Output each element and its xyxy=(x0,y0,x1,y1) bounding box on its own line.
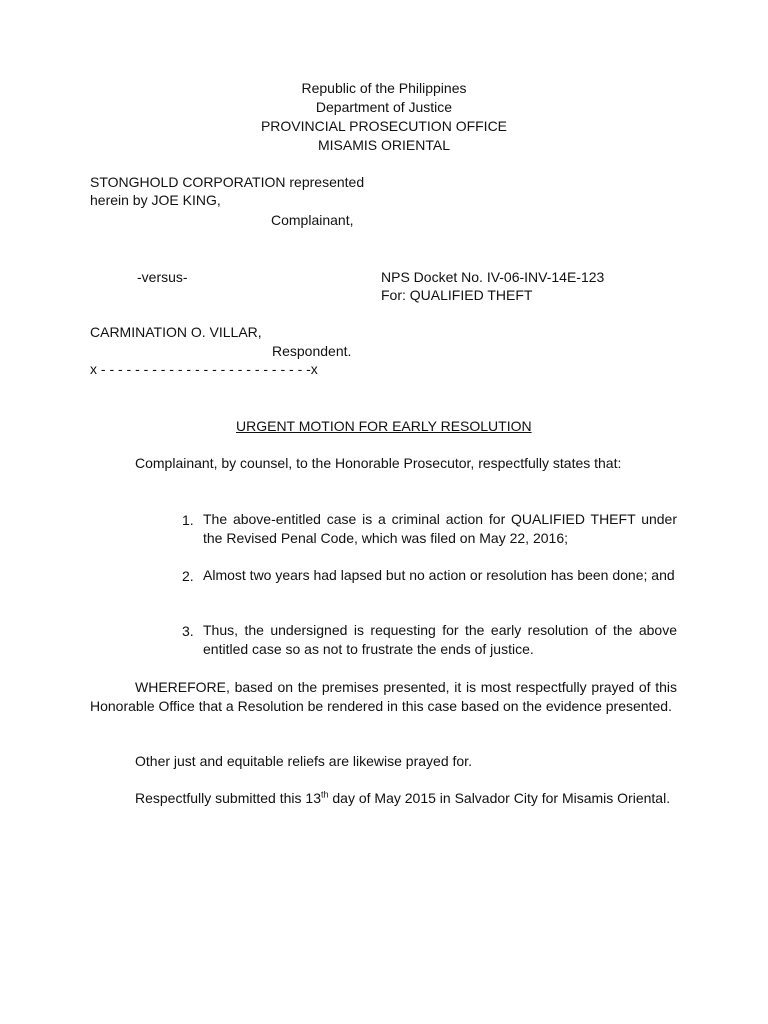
header-office: PROVINCIAL PROSECUTION OFFICE xyxy=(260,118,508,134)
item-number-2: 2. xyxy=(182,568,194,584)
intro-paragraph: Complainant, by counsel, to the Honorable Prosecutor, respectfully states that: xyxy=(135,455,622,471)
complainant-name-line1: STONGHOLD CORPORATION represented xyxy=(90,174,365,190)
respondent-name: CARMINATION O. VILLAR, xyxy=(90,324,262,340)
item-number-3: 3. xyxy=(182,623,194,639)
item-text-2: Almost two years had lapsed but no action or resolution has been done; and xyxy=(203,567,675,583)
item-number-1: 1. xyxy=(182,512,194,528)
document-title: URGENT MOTION FOR EARLY RESOLUTION xyxy=(236,418,532,434)
offense-label: For: QUALIFIED THEFT xyxy=(381,287,533,303)
caption-separator: x - - - - - - - - - - - - - - - - - - - - - - - - -x xyxy=(90,361,318,377)
other-reliefs-paragraph: Other just and equitable reliefs are likewise prayed for. xyxy=(135,753,472,769)
header-department: Department of Justice xyxy=(315,99,453,115)
item-text-3: Thus, the undersigned is requesting for the early resolution of the above entitled case so as not to frustrate the ends of justice. xyxy=(203,622,677,657)
versus-label: -versus- xyxy=(137,269,188,285)
complainant-name-line2: herein by JOE KING, xyxy=(90,192,221,208)
header-republic: Republic of the Philippines xyxy=(301,80,467,96)
item-text-1: The above-entitled case is a criminal action for QUALIFIED THEFT under the Revised Penal Code, which was filed on May 22, 2016; xyxy=(203,511,677,546)
header-province: MISAMIS ORIENTAL xyxy=(318,137,450,153)
submitted-text-before: Respectfully submitted this 13 xyxy=(135,790,321,806)
respondent-role: Respondent. xyxy=(272,343,352,359)
complainant-role: Complainant, xyxy=(271,212,354,228)
docket-number: NPS Docket No. IV-06-INV-14E-123 xyxy=(381,269,605,285)
submitted-paragraph xyxy=(90,789,677,808)
submitted-ordinal-suffix: th xyxy=(320,789,329,800)
submitted-text-after: day of May 2015 in Salvador City for Misamis Oriental. xyxy=(328,790,671,806)
wherefore-paragraph: WHEREFORE, based on the premises presented, it is most respectfully prayed of this Honorable Office that a Resolution be rendered in this case based on the evidence presented. xyxy=(90,679,677,714)
